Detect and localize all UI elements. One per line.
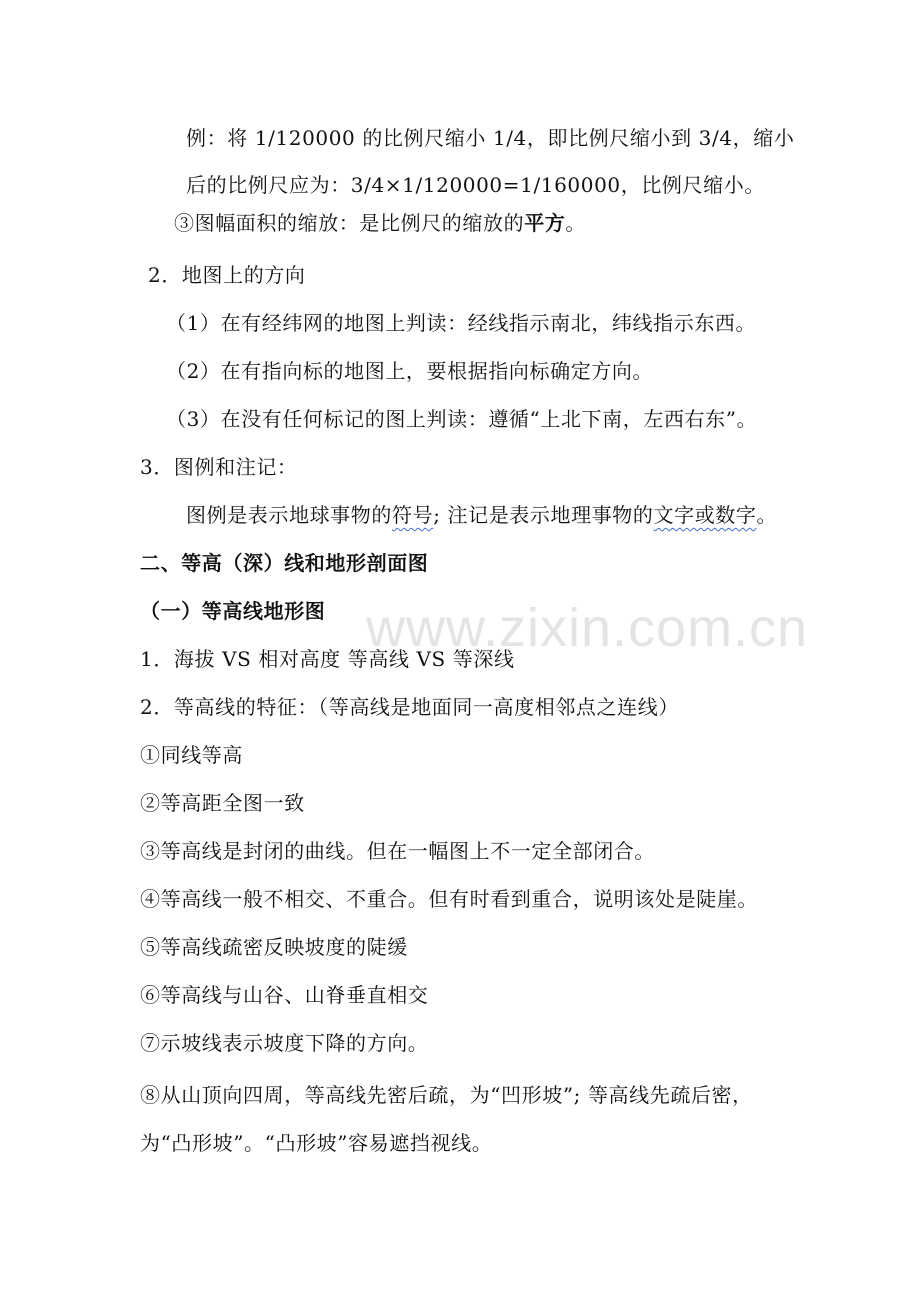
direction-item-3: （3）在没有任何标记的图上判读：遵循“上北下南，左西右东”。 xyxy=(166,407,758,431)
feature-item-1: ①同线等高 xyxy=(140,743,243,767)
feature-item-5: ⑤等高线疏密反映坡度的陡缓 xyxy=(140,935,408,959)
feature-item-3: ③等高线是封闭的曲线。但在一幅图上不一定全部闭合。 xyxy=(140,839,655,863)
heading-map-direction: 2．地图上的方向 xyxy=(148,263,306,287)
contour-point-2: 2．等高线的特征：（等高线是地面同一高度相邻点之连线） xyxy=(140,695,679,719)
legend-notes-line xyxy=(186,502,777,528)
feature-item-8-line-1: ⑧从山顶向四周，等高线先密后疏，为“凹形坡”; 等高线先疏后密， xyxy=(140,1083,753,1107)
watermark: www.zixin.com.cn xyxy=(366,598,809,658)
legend-text-or-number-term: 文字或数字 xyxy=(653,503,757,527)
example-line-1: 例：将 1/120000 的比例尺缩小 1/4，即比例尺缩小到 3/4，缩小 xyxy=(186,126,795,150)
area-scaling-line xyxy=(174,210,586,236)
legend-symbol-term: 符号 xyxy=(392,503,434,527)
section-heading-contour: 二、等高（深）线和地形剖面图 xyxy=(140,551,429,575)
example-line-2: 后的比例尺应为：3/4×1/120000=1/160000，比例尺缩小。 xyxy=(186,173,765,197)
feature-item-6: ⑥等高线与山谷、山脊垂直相交 xyxy=(140,983,429,1007)
contour-point-1: 1．海拔 VS 相对高度 等高线 VS 等深线 xyxy=(140,647,515,671)
legend-text-1: 图例是表示地球事物的 xyxy=(186,503,392,527)
legend-text-2: ; 注记是表示地理事物的 xyxy=(433,503,654,527)
heading-legend-notes: 3．图例和注记： xyxy=(140,455,298,479)
feature-item-8-line-2: 为“凸形坡”。“凸形坡”容易遮挡视线。 xyxy=(140,1131,493,1155)
area-scaling-text: ③图幅面积的缩放：是比例尺的缩放的 xyxy=(174,211,525,235)
area-scaling-suffix: 。 xyxy=(565,211,587,235)
direction-item-2: （2）在有指向标的地图上，要根据指向标确定方向。 xyxy=(166,359,654,383)
subsection-heading-contour-map: （一）等高线地形图 xyxy=(140,599,326,623)
feature-item-4: ④等高线一般不相交、不重合。但有时看到重合，说明该处是陡崖。 xyxy=(140,887,758,911)
direction-item-1: （1）在有经纬网的地图上判读：经线指示南北，纬线指示东西。 xyxy=(166,311,757,335)
feature-item-2: ②等高距全图一致 xyxy=(140,791,305,815)
legend-text-3: 。 xyxy=(756,503,778,527)
feature-item-7: ⑦示坡线表示坡度下降的方向。 xyxy=(140,1031,429,1055)
area-scaling-bold: 平方 xyxy=(524,211,566,235)
